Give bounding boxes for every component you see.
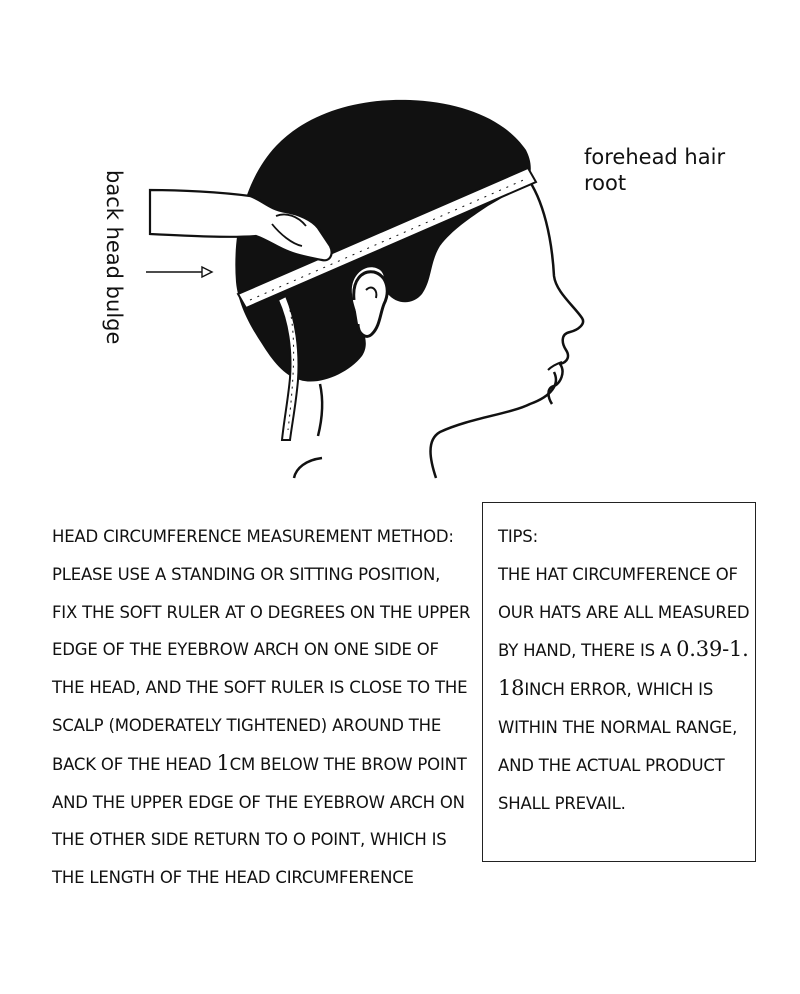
tips-line: WITHIN THE NORMAL RANGE, — [498, 717, 738, 737]
measurement-method-text — [52, 518, 482, 897]
tips-text — [498, 518, 758, 822]
tips-line4-text: INCH ERROR, WHICH IS — [524, 680, 714, 700]
tips-error-range-end: 18 — [498, 676, 525, 701]
neck-chin-line — [431, 372, 556, 478]
method-line: THE HEAD, AND THE SOFT RULER IS CLOSE TO THE — [52, 678, 468, 698]
method-line: THE OTHER SIDE RETURN TO O POINT, WHICH IS — [52, 830, 447, 850]
back-neck-line — [318, 384, 322, 436]
tips-line3-text: BY HAND, THERE IS A — [498, 641, 677, 661]
forehead-label-line1: forehead hair — [584, 145, 726, 169]
tips-error-range-start: 0.39-1. — [676, 637, 749, 662]
tips-line: THE HAT CIRCUMFERENCE OF — [498, 564, 738, 584]
method-line: AND THE UPPER EDGE OF THE EYEBROW ARCH ON — [52, 792, 465, 812]
tips-title: TIPS: — [498, 527, 538, 546]
arrow-right-icon — [146, 267, 212, 277]
method-line: HEAD CIRCUMFERENCE MEASUREMENT METHOD: — [52, 527, 454, 546]
tips-line — [498, 670, 758, 709]
back-head-bulge-label: back head bulge — [102, 170, 126, 345]
forehead-label-line2: root — [584, 171, 627, 195]
method-line7-after: CM BELOW THE BROW POINT — [229, 754, 467, 774]
shoulder-line — [294, 458, 322, 478]
method-line: THE LENGTH OF THE HEAD CIRCUMFERENCE — [52, 868, 414, 888]
face-profile-line — [526, 176, 583, 404]
method-line: EDGE OF THE EYEBROW ARCH ON ONE SIDE OF — [52, 640, 439, 660]
method-line: PLEASE USE A STANDING OR SITTING POSITION, — [52, 564, 441, 584]
tips-line: OUR HATS ARE ALL MEASURED — [498, 602, 750, 622]
ear — [354, 272, 387, 337]
tips-line — [498, 631, 758, 670]
method-line7-before: BACK OF THE HEAD — [52, 754, 217, 774]
method-line: SCALP (MODERATELY TIGHTENED) AROUND THE — [52, 715, 442, 735]
method-line: FIX THE SOFT RULER AT O DEGREES ON THE UPPER — [52, 602, 471, 622]
tips-line: SHALL PREVAIL. — [498, 793, 626, 813]
forehead-hair-root-label — [584, 144, 725, 196]
tips-line: AND THE ACTUAL PRODUCT — [498, 755, 725, 775]
method-line — [52, 745, 482, 784]
method-line7-number: 1 — [216, 750, 230, 775]
